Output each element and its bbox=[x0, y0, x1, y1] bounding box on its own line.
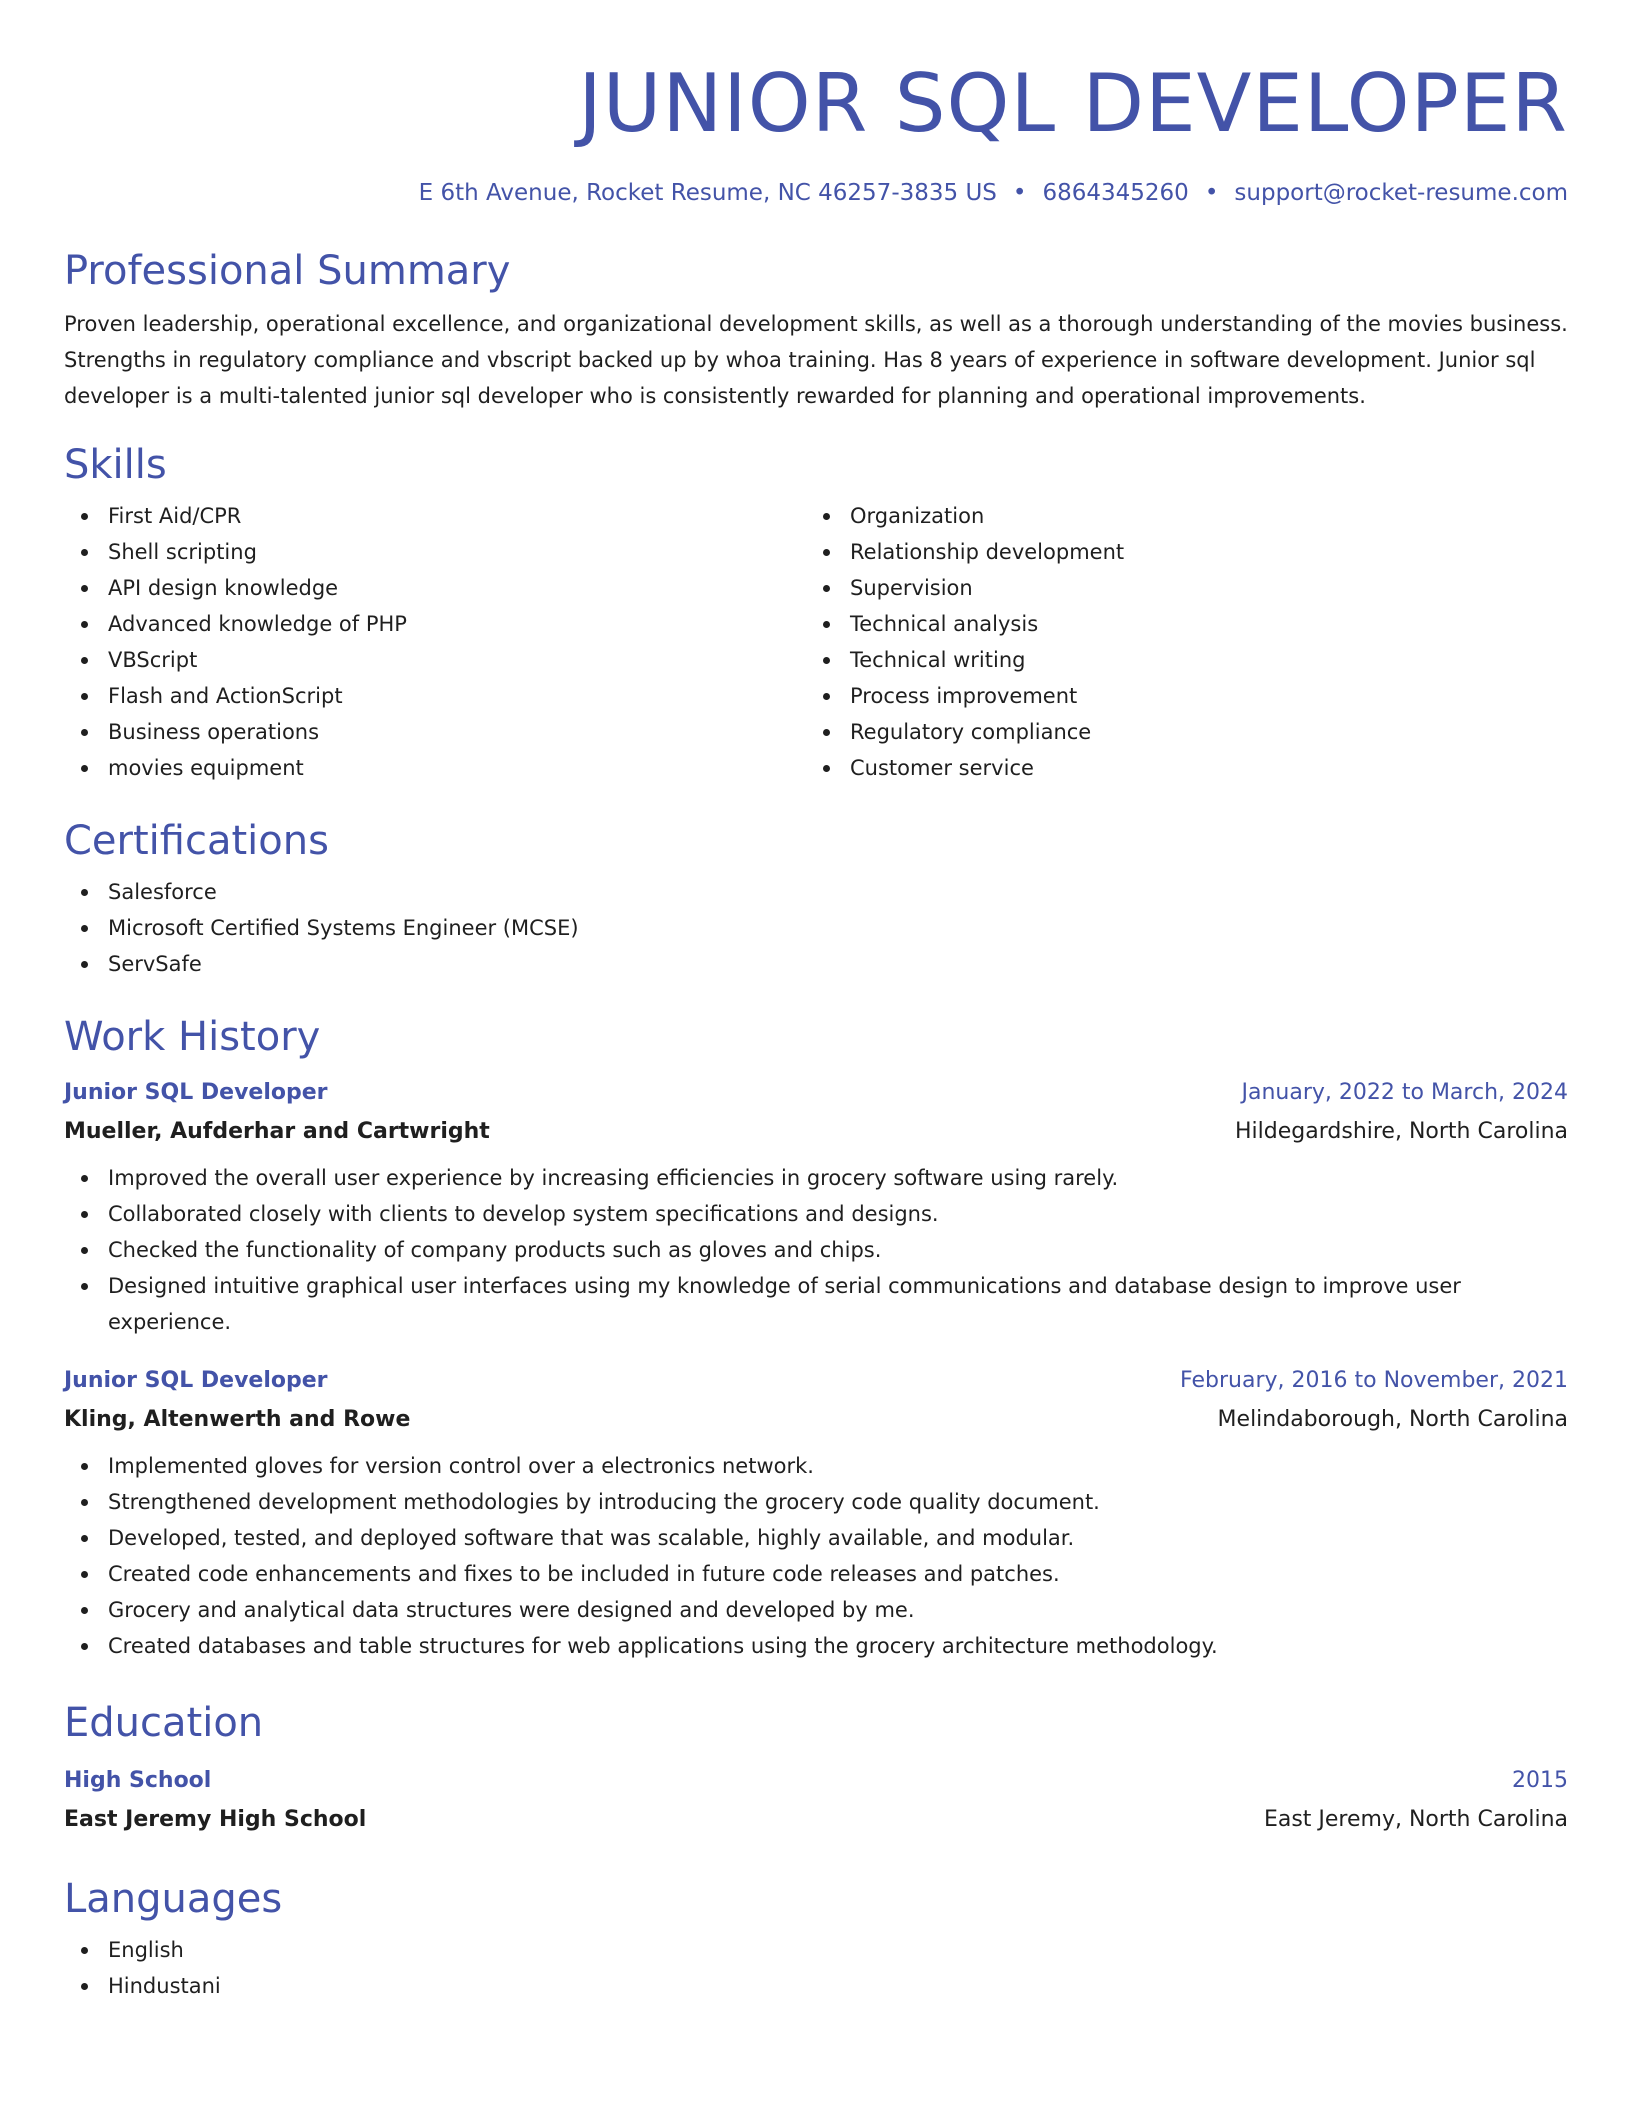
summary-text: Proven leadership, operational excellence, and organizational development skills, as well as a thorough understanding of the movies business. Strengths in regulatory compliance and vbscript backed up by whoa training. Has 8 years of experience in software development. Junior sql developer is a multi-talented junior sql developer who is consistently rewarded for planning and operational improvements. bbox=[64, 312, 1568, 408]
skill-item: API design knowledge bbox=[64, 570, 806, 606]
education-year: 2015 bbox=[1512, 1768, 1568, 1793]
job-entry bbox=[64, 1074, 1568, 1340]
summary-section bbox=[64, 246, 1568, 414]
certification-item: Salesforce bbox=[64, 874, 1568, 910]
skill-item: Technical writing bbox=[806, 642, 1548, 678]
skill-item: movies equipment bbox=[64, 750, 806, 786]
skill-item: Shell scripting bbox=[64, 534, 806, 570]
job-location: Melindaborough, North Carolina bbox=[1217, 1407, 1568, 1432]
certification-item: Microsoft Certified Systems Engineer (MCSE) bbox=[64, 910, 1568, 946]
certifications-section bbox=[64, 816, 1568, 982]
skill-item: Regulatory compliance bbox=[806, 714, 1548, 750]
education-heading: Education bbox=[64, 1700, 264, 1746]
job-bullet: Collaborated closely with clients to develop system specifications and designs. bbox=[64, 1196, 1568, 1232]
work-history-section bbox=[64, 1012, 1568, 1664]
education-degree: High School bbox=[64, 1768, 212, 1793]
job-company-row bbox=[64, 1400, 1568, 1440]
languages-list bbox=[64, 1932, 1568, 2004]
skill-item: Organization bbox=[806, 498, 1548, 534]
skills-column-right bbox=[806, 490, 1548, 786]
job-bullet: Grocery and analytical data structures were designed and developed by me. bbox=[64, 1592, 1568, 1628]
job-location: Hildegardshire, North Carolina bbox=[1235, 1119, 1568, 1144]
skill-item: Advanced knowledge of PHP bbox=[64, 606, 806, 642]
job-dates: February, 2016 to November, 2021 bbox=[1180, 1368, 1568, 1393]
job-bullet: Designed intuitive graphical user interfaces using my knowledge of serial communications and database design to improve user experience. bbox=[64, 1268, 1568, 1340]
resume-header bbox=[64, 52, 1568, 208]
job-bullet: Created code enhancements and fixes to be included in future code releases and patches. bbox=[64, 1556, 1568, 1592]
work-history-heading: Work History bbox=[64, 1014, 321, 1060]
job-bullet: Checked the functionality of company products such as gloves and chips. bbox=[64, 1232, 1568, 1268]
job-dates: January, 2022 to March, 2024 bbox=[1241, 1080, 1568, 1105]
job-company: Kling, Altenwerth and Rowe bbox=[64, 1407, 411, 1432]
skills-list-right bbox=[806, 498, 1548, 786]
contact-address: E 6th Avenue, Rocket Resume, NC 46257-3835 US bbox=[418, 180, 997, 206]
job-bullet: Improved the overall user experience by increasing efficiencies in grocery software using rarely. bbox=[64, 1160, 1568, 1196]
job-company-row bbox=[64, 1112, 1568, 1152]
job-company: Mueller, Aufderhar and Cartwright bbox=[64, 1119, 490, 1144]
resume-page bbox=[64, 52, 1568, 2004]
certification-item: ServSafe bbox=[64, 946, 1568, 982]
contact-separator: • bbox=[1204, 180, 1219, 206]
job-title: Junior SQL Developer bbox=[64, 1368, 328, 1393]
contact-email[interactable]: support@rocket-resume.com bbox=[1234, 180, 1568, 206]
languages-section bbox=[64, 1874, 1568, 2004]
skill-item: Process improvement bbox=[806, 678, 1548, 714]
job-bullet: Created databases and table structures for web applications using the grocery architecture methodology. bbox=[64, 1628, 1568, 1664]
job-bullet: Developed, tested, and deployed software that was scalable, highly available, and modular. bbox=[64, 1520, 1568, 1556]
skill-item: Technical analysis bbox=[806, 606, 1548, 642]
job-title: Junior SQL Developer bbox=[64, 1080, 328, 1105]
languages-heading: Languages bbox=[64, 1876, 283, 1922]
education-school: East Jeremy High School bbox=[64, 1807, 367, 1832]
job-bullet: Implemented gloves for version control over a electronics network. bbox=[64, 1448, 1568, 1484]
skill-item: Relationship development bbox=[806, 534, 1548, 570]
skill-item: Flash and ActionScript bbox=[64, 678, 806, 714]
education-entry bbox=[64, 1762, 1568, 1840]
education-degree-row bbox=[64, 1762, 1568, 1800]
skills-heading: Skills bbox=[64, 442, 167, 488]
skill-item: VBScript bbox=[64, 642, 806, 678]
job-title-row bbox=[64, 1074, 1568, 1112]
job-bullet-list bbox=[64, 1448, 1568, 1664]
language-item: English bbox=[64, 1932, 1568, 1968]
certifications-list bbox=[64, 874, 1568, 982]
skills-list-left bbox=[64, 498, 806, 786]
job-bullet: Strengthened development methodologies by introducing the grocery code quality document. bbox=[64, 1484, 1568, 1520]
education-section bbox=[64, 1698, 1568, 1840]
job-entry bbox=[64, 1362, 1568, 1664]
education-location: East Jeremy, North Carolina bbox=[1263, 1807, 1568, 1832]
skill-item: Business operations bbox=[64, 714, 806, 750]
education-school-row bbox=[64, 1800, 1568, 1840]
certifications-heading: Certifications bbox=[64, 818, 329, 864]
contact-phone: 6864345260 bbox=[1042, 180, 1189, 206]
contact-separator: • bbox=[1012, 180, 1027, 206]
skill-item: Customer service bbox=[806, 750, 1548, 786]
summary-heading: Professional Summary bbox=[64, 248, 511, 294]
resume-title: JUNIOR SQL DEVELOPER bbox=[578, 57, 1568, 150]
skill-item: Supervision bbox=[806, 570, 1548, 606]
contact-line bbox=[64, 178, 1568, 208]
job-title-row bbox=[64, 1362, 1568, 1400]
skills-column-left bbox=[64, 490, 806, 786]
skills-section bbox=[64, 440, 1568, 786]
job-bullet-list bbox=[64, 1160, 1568, 1340]
skill-item: First Aid/CPR bbox=[64, 498, 806, 534]
language-item: Hindustani bbox=[64, 1968, 1568, 2004]
skills-grid bbox=[64, 490, 1568, 786]
